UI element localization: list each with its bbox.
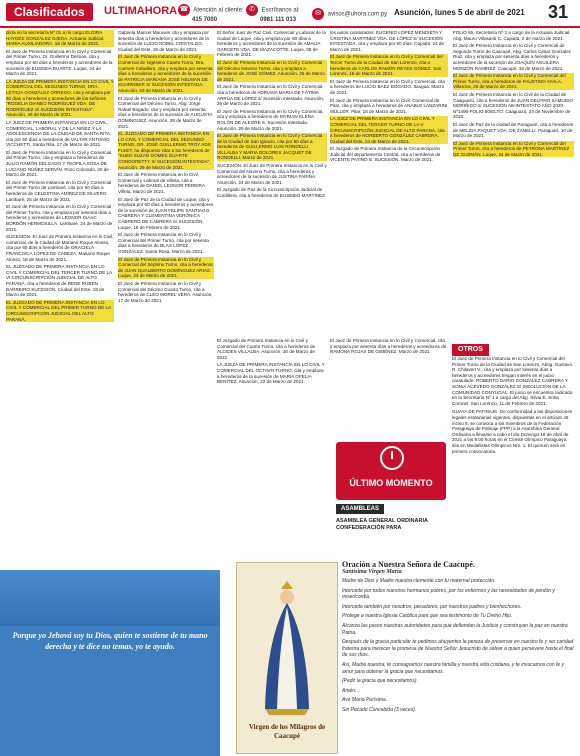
mail-icon: ✉ [312,8,324,20]
edict-column-3-lower [217,338,327,548]
prayer-line: Amén. [342,687,357,694]
edict: El Juez de Primera Instancia en lo Civil y Comercial del Primer Turno, cita y emplaza por sesenta días a herederos y acreedores de LEONOR ISAAC BORDÓN HERMOSILLA. Lambaré, 24 de Marzo de 2021. [6,204,113,232]
prayer-line: Ave María Purísima. [342,697,388,704]
prayer-line: Alcanza las paces nuestras autoridades para que defiendan la Justicia y construyan la paz en nuestra Patria. [342,622,568,636]
prayer-line: Madre de Dios y Madre nuestra clemente con tu maternal protección. [342,578,496,584]
page-number: 31 [548,2,569,22]
otros-header [452,338,573,352]
virgin-caption: Virgen de los Milagros de Caacupé [248,723,326,740]
edict: El Juez de Primera Instancia en lo Civil y Comercial del Primer Turno, cita por sesenta días a herederos de BLAS LÓPEZ GONZÁLEZ. Santa Rosa, Marzo de 2021. [118,232,209,254]
edict-column-4 [330,30,448,340]
edict: El Juez de Primera Instancia en lo Civil y Comercial del Primer Turno, Dr. Guillermo Delmas, cita y emplaza por 60 días a herederos y acreedores de la sucesión de EUSEBIA DUARTE. Luque, 24 de Marzo de 2021. [6,48,113,77]
edict: El Juez de Primera Instancia en lo Civil y Comercial de Segundo Turno de Caacupé, Abg. Carlos César Gonzalez Ruiz, cita y emplaza por sesenta días a herederos y acreedores de la sucesión de JOAQUÍN AGUILERA MONZÓN RAMÍREZ. Caacupé, 18 de Marzo de 2021. [453,43,571,71]
edict: El Juzgado de Primera Instancia de la Circunscripción Judicial del departamento Central, cita a herederos de VICENTE PATIÑO B. SUCESIÓN. Marzo de 2021. [330,146,441,163]
prayer-title: Oración a Nuestra Señora de Caacupé. [342,560,475,569]
breaking-news-label: ÚLTIMO MOMENTO [349,478,433,488]
contact-phone: ☎ Atención al cliente: 415 7000 [179,6,244,23]
edict: El Juez de Primera Instancia en lo Civil y Comercial del Séptimo Turno, cita a herederos de JUAN GUALBERTO DOMÍNGUEZ ARIAS. Luque, 23 de Marzo de 2021. [118,256,213,279]
prayer-subtitle: Santísima Virgen María [342,569,402,575]
edict: LA JUEZA DE PRIMERA INSTANCIA EN LO CIVIL Y COMERCIAL DEL OCTAVO TURNO, cita y emplaza a herederos de la sucesión de MARÍA OFELIA BENÍTEZ. Asunción, 22 de Marzo de 2021. [217,362,325,385]
edict: dicta en la secretaría Nº 01 a mi cargo ELGIRA HAYDÉE GONZÁLEZ OJEDA. Actuaria Judicial. MARIA AUXILIADORA. 18 de Marzo de 2021. [6,30,114,47]
edict: SUCESIÓN. El Juez de Primera Instancia en lo Civil, comercial, de la Ciudad de Mariano Roque Alonso, cita por 60 días a herederos de GRACIELA FRANCISCA LÓPEZ DE CABEZA. Mariano Roque Alonso, 18 de Marzo de 2021. [6,234,114,262]
edict: SUCESIÓN. El Juez de Primera Instancia en lo Civil y Comercial del Noveno Turno, cita a herederos y acreedores de la sucesión de JUSTINA FARIÑA. Asunción, 24 de Marzo de 2021. [217,163,327,185]
edict: El Juez de Paz de la ciudad de Paraguarí, cita a herederos de MELIDA PAQUET VDA. DE ZANELLI. Paraguarí, 10 de Marzo de 2021. [453,121,574,139]
edict: El Juez de Primera Instancia en lo Civil y Comercial del Primer Turno, cita a herederos de PETRONA MARTÍNEZ DE GUZMÁN. Luque, 24 de Marzo de 2021. [453,141,574,158]
edict: El Juez de Primera Instancia en lo Civil de la Ciudad de Caaguazú, cita a herederos de JUAN DELFINO SAMUDIO MORIÑIGO s/ SUCESIÓN AB-INTESTATO AÑO 2020-Nº1490-FOLIO 50/ELTO. Caaguazú, 24 de Noviembre de 2020. [453,91,573,120]
edict: EL JUZGADO DE PRIMERA INSTANCIA EN LO CIVIL Y COMERCIAL DEL SEGUNDO TURNO, DR. JOSÉ GUILLERMO TROY ADS FLEET, ha dispuesto citar a los herederos de "SUED SUZAN GOMES DUARTE CONDORETTY S/ SUCESIÓN INTESTADA". Asunción, 29 de Marzo de 2021. [118,131,214,170]
edict: El Juzgado de Paz de la Circunscripción Judicial de Cordillera, cita a herederos de EUSEBIO MARTÍNEZ. [217,187,327,199]
edict: El Juez de Primera Instancia en lo Civil, Comercial y Laboral de Villeta, cita a herederos de DANIEL LEONOR PEREIRA. Villeta, Marzo de 2021. [118,172,207,195]
page-header [0,0,580,28]
edict: El Juez de Primera Instancia en lo Civil y Comercial del Décimo Cuarto Turno, cita a herederos de CLEO MOREL VERA. Asunción, 17 de Marzo de 2021. [118,280,213,303]
edict-column-2 [118,30,214,660]
virgin-illustration [257,577,317,717]
edict: El Juez de Primera Instancia en lo Civil y Comercial del Tercer Turno de la Ciudad de San Lorenzo, cita a herederos de CARLOS RAMÓN REYES GÓMEZ. San Lorenzo, 16 de Marzo de 2021. [330,54,448,76]
prayer-line: Intercede por todos nuestros hermanos pobres, por los enfermos y las necesidades de perdón y misericordia. [342,587,555,601]
assembly-headline: ASAMBLEA GENERAL ORDINARIA CONFEDERACIÓN PARA [336,518,428,531]
edict: LA JUEZA DE PRIMERA INSTANCIA EN LO CIVIL Y COMERCIAL DEL SEGUNDO TURNO, DRA. LETICIA GONZÁLEZ ORREGO, cita y emplaza por 60 días a herederos y acreedores de los señores "ROGELIA DIANEO RODRÍGUEZ VDA. DE RODRÍGUEZ S/ SUCESIÓN INTESTADA". Asunción, 26 de Marzo de 2021. [6,78,114,118]
newspaper-logo: ULTIMAHORA [104,5,178,17]
edict-column-1 [6,30,114,658]
prayer-article [342,560,574,750]
prayer-line: Así, Madre nuestra, te consagramos nuestra familia y nuestra vida cristiana, y te invocamos con fe y amor para obtener la gracia que necesitamos. [342,661,565,675]
edict-column-5 [453,30,574,330]
section-title: Clasificados [6,3,93,21]
virgin-image-box [236,562,338,754]
prayer-line: Sin Pecado Concebida (3 veces). [342,706,417,713]
contact-email: ✉ avisos@uhora.com.py [312,8,387,20]
edict-column-4-lower [330,338,448,438]
edict: El Juez de Primera Instancia en lo Civil y Comercial del Décimo Turno, Abg. Jorge Rafael Bogado, cita y emplaza por sesenta días a herederos de la sucesión de AUGUSTA DOMÍNGUEZ. Asunción, 26 de Marzo de 2021. [118,95,213,129]
otros-tag: OTROS [452,344,489,356]
contact-whatsapp: ✆ Escríbanos al: 0981 111 013 [246,4,300,24]
prayer-line: (Pedir la gracia que necesitamos) [342,678,417,685]
edict: El Juez de Paz de la Ciudad de Luque, cita y emplaza por 60 días a herederos y acreedores de la sucesión de JUAN FELIPE SANTIAGO CABRERA Y CLEMENTINA VERÓNICA CABRERO DE CABRERA S/ SUCESIÓN. Luque, 18 de Febrero de 2021. [118,196,214,230]
edict: El Juez de Primera Instancia en lo Civil y Comercial del Primer Turno de Lambaré, cita por 60 días a herederos de CELESTINA AMÍREZ DE SILVERO. Lambaré, 25 de Marzo de 2021. [6,179,112,202]
edict: los autos caratulados: EUGENIO LÓPEZ MENDIETA Y CRISTINA MARTÍNEZ VDA. DE LÓPEZ S/ SUCESIÓN INTESTADA, cita y emplaza por 60 días. Capiatá, 24 de Marzo de 2021. [330,30,445,52]
sky-band [0,570,220,626]
bible-verse: Porque yo Jehová soy tu Dios, quien te sostiene de tu mano derecha y te dice no temas, yo te ayudo. [12,631,208,651]
edict: LA JUEZ DE PRIMERA INSTANCIA EN LO CIVIL Y COMERCIAL DEL TERCER TURNO DE LA V CIRCUNSCRIPCIÓN JUDICIAL DE ALTO PARANÁ, cita a herederos de NORBERTO GONZÁLEZ CABRERA. Ciudad del Este, 24 de Marzo de 2021. [330,116,448,144]
asambleas-tag: ASAMBLEAS [336,504,384,514]
edict: El Juez de Primera Instancia en lo Civil, Comercial de Pilar, cita y emplaza a herederos de ANABLE LANZARINI MÜLLER. Pilar, 18 de Marzo de 2021. [330,97,448,114]
edict: El Juzgado de Primera Instancia en lo Civil y Comercial del Cuarto Turno, cita a herederos de ALCIDES VILLALBA. Asunción, 30 de Marzo de 2021. [217,338,316,360]
skating-notice: GUAYA DE PATINAJE. De conformidad a las disposiciones legales estatutarias vigentes, dispuestas en el artículo 46 inciso 9, se convoca a los miembros de la Federación Paraguaya de Patinaje (FPP) a la Asamblea General Ordinaria a llevarse a cabo el día Domingo 18 de Abril de 2021 a las 9:00 horas en el Comité Olímpico Paraguayo, sito en Medallistas Olímpicos Nro. 1. El quórum será en primera convocatoria. [452,409,573,454]
clock-icon [380,446,404,470]
edict: El Juez de Primera Instancia en lo Civil y Comercial, cita y emplaza por sesenta días a herederos y acreedores de RAMONA ROJAS DE GIMÉNEZ. Marzo de 2021. [330,338,447,355]
prayer-line: Protege a nuestra Iglesia Católica para que sea testimonio de Tu Divino Hijo. [342,613,513,620]
edict: El Juez de Primera Instancia en lo Civil y Comercial del Primer Turno, cita y emplaza a herederos de JULIO RAMÓN DELGADO Y TEÓFILA SOSA DE LUCIANO NÚÑEZ SERVÍN. Pozo Colorado, 20 de Marzo de 2021. [6,149,112,178]
whatsapp-icon: ✆ [246,4,258,16]
edict: El Juez de Primera Instancia en lo Civil y Comercial, cita y emplaza a herederos de MYRIAN ELENA ROLÓN DE ALEGRE S. Sucesión Intestada. Asunción, 29 de Marzo de 2021. [217,108,324,131]
edict: El Juez de Primera Instancia en lo Civil y Comercial de la Ciudad de San Ignacio, cita por 60 días a herederos de GUILLERMO LUIS RONDELLI VILLALBA Y MARIA DOLORES JACQUET DE RONDELLI. Marzo de 2021. [217,133,327,161]
otros-notice [452,356,573,556]
edict: El Señor Juez de Paz Civil, Comercial y Laboral de la ciudad de Luque, cita y emplaza por 60 días a herederos y acreedores de la sucesión de AMALIA GARCETE VDA. DE MAZACOTTE. Luque, 08 de Febrero de 2021. [217,30,326,58]
phone-icon: ☎ [178,4,190,16]
edict: LA JUEZ DE PRIMERA INSTANCIA EN LO CIVIL, COMERCIAL, LABORAL Y DE LA NIÑEZ Y LA ADOLESCENCIA DE LA CIUDAD DE SANTA RITA, cita por 60 días a herederos de VALTAR ANTONIO VICCHETTI. Santa Rita, 17 de Marzo de 2021. [6,119,112,148]
otros-text: El Juez de Primera Instancia en lo Civil y Comercial del Primer Turno de la Ciudad de San Lorenzo, Abog. Gustavo R. Chilavert V., cita y emplaza por sesenta días a herederos y acreedores tengan interés en el juicio caratulado: ROBERTO DARIO GONZÁLEZ CABRERA Y SONIA ACEVEDO GONZÁLEZ S/ DISOLUCIÓN DE LA COMUNIDAD CONYUGAL. El juicio se encuentra radicado en la Secretaría Nº 1 a cargo del Abg. Silvia E. Sosa Coronel. San Lorenzo, 11 de Febrero de 2021. [452,356,573,406]
edict-column-3 [217,30,327,340]
edict: El Juez de Primera Instancia en lo Civil y Comercial del Primer Turno, cita a herederos de FAUSTINO AYALA. Villarrica, 26 de Marzo de 2021. [453,73,574,90]
edict: EL JUZGADO DE PRIMERA INSTANCIA EN LO CIVIL Y COMERCIAL DEL TERCER TURNO DE LA VI CIRCUNSCRIPCIÓN JUDICIAL DE ALTO PARANÁ, cita a herederos de RENE RUBÉN BARREIRO SUCESIÓN, Ciudad del Este, 15 de Marzo de 2021. [6,264,112,298]
prayer-line: Intercede también por nosotros, pecadores, por nuestros padres y bienhechores. [342,603,522,610]
edict: El Juez de Primera Instancia en lo Civil y Comercial, cita a herederos de ADRIANA MARIA DE FÁTIMA ARRÚA DE LÓPEZ s/ Sucesión intestada. Asunción, 26 de Marzo de 2021. [217,84,325,107]
edict: El Juez de Primera Instancia en lo Civil y Comercial, cita a herederos de LUCIO BAEZ BOGADO. Itauguá, Marzo de 2021. [330,78,445,95]
edict: El Juez de Primera Instancia en lo Civil y Comercial del Décimo Noveno Turno, cita y emplaza a herederos de JOSÉ GÓMEZ. Asunción, 25 de Marzo de 2021. [217,60,327,82]
edict: EL JUZGADO DE PRIMERA INSTANCIA EN LO CIVIL Y COMERCIAL DEL PRIMER TURNO DE LA CIRCUNSCRIPCIÓN JUDICIAL DEL ALTO PARANÁ. [6,300,114,322]
prayer-line: Después de la gracia particular te pedimos ahuyentes la pereza de preservar en nuestro fe y ser caridad fraterna para merecer la promesa de Nuestro Señor Jesucristo de salvar a quien persevere hasta el final de sus días. [342,639,574,659]
edict: FOLIO 65. Secretaría Nº 2 a cargo de la Actuaria Judicial. Abg. Mauro Villasanti C. Capiatá, 2 de marzo de 2021. [453,30,571,41]
issue-date: Asunción, lunes 5 de abril de 2021 [394,8,525,17]
bible-verse-banner [0,570,220,756]
edict: El Juez de Primera Instancia en lo Civil y Comercial de Vigésimo Cuarto Turno, Dra. Carmen Caballero, cita y emplaza por sesenta días a herederos y acreedores de la sucesión de PATRICIA MARIANA JOSÉ HELMAN DE SCHREIBER S/ SUCESIÓN INTESTADA. Asunción, 03 de Marzo de 2021. [118,54,213,93]
edict: Gabriela Maricel Mauvaín cita y emplaza por sesenta días a herederos y acreedores de la sucesión de LUCIO NOBEL CRISTALDO. Ciudad del Este, 26 de Marzo de 2021. [118,30,209,52]
breaking-news-box [336,442,446,500]
